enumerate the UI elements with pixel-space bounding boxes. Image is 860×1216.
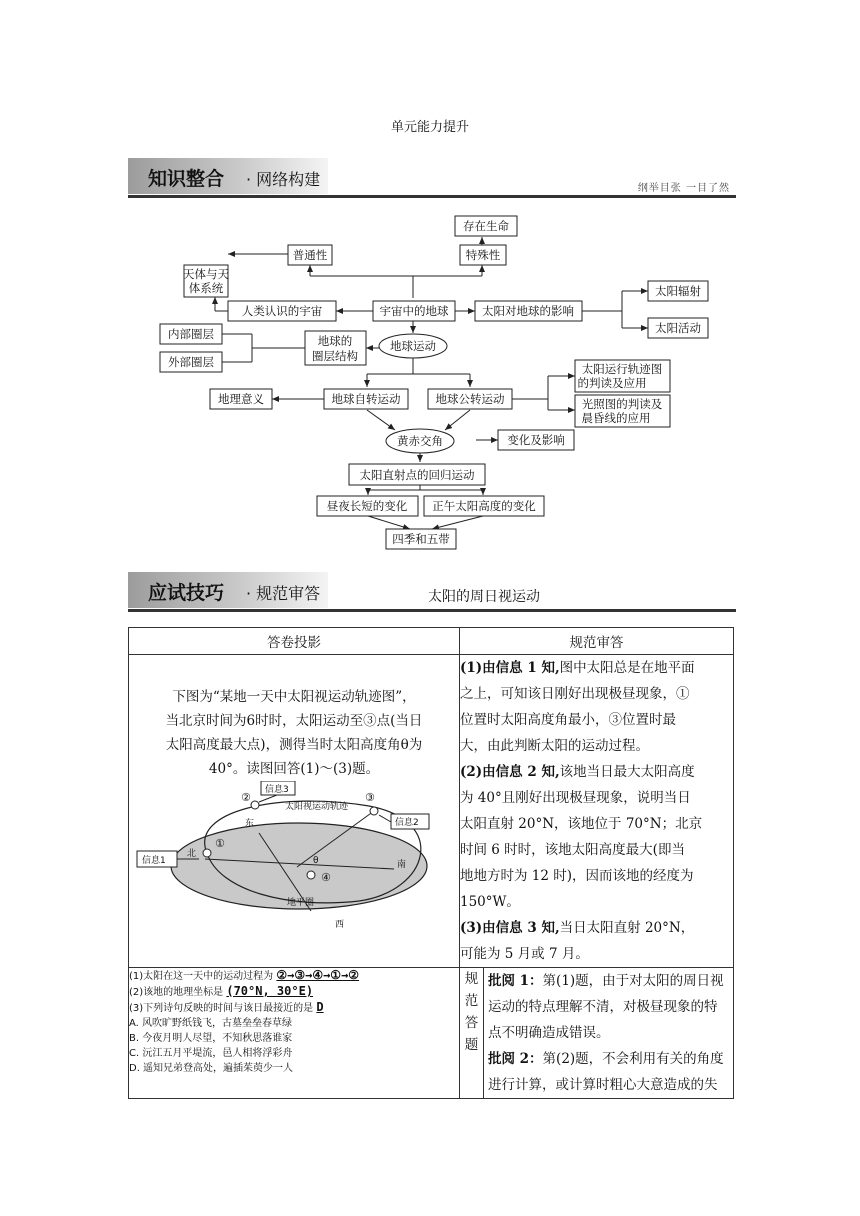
node-direct-point: 太阳直射点的回归运动 (359, 468, 475, 482)
node-sun-activity: 太阳活动 (655, 321, 701, 335)
node-rotation: 地球自转运动 (331, 392, 401, 406)
section-header-exam (128, 572, 736, 612)
horizon-label: 地平圈 (287, 898, 315, 908)
concept-map (0, 0, 860, 560)
node-seasons: 四季和五带 (392, 532, 450, 546)
node-motion: 地球运动 (390, 339, 436, 353)
sun-p3 (370, 807, 378, 815)
info3-label: 信息3 (265, 785, 289, 795)
node-track-2: 的判读及应用 (577, 376, 647, 390)
north-label: 北 (187, 849, 197, 859)
student-answer-cell: (1)太阳在这一天中的运动过程为 ②→③→④→①→② (2)该地的地理坐标是 (70°N, 30°E) (3)下列诗句反映的时间与该日最接近的是 D A. 风吹旷野纸钱飞，古墓垒垒春草绿 B. 今夜月明人尽望，不知秋思落谁家 C. 沅江五月平堤流，邑人相将浮彩舟 D. 遥知兄弟登高处，遍插茱萸少一人 (129, 968, 460, 1099)
section-topic: 太阳的周日视运动 (428, 589, 540, 605)
answer-table (128, 627, 734, 1099)
south-label: 南 (397, 860, 407, 870)
section-subtitle: · 网络构建 (246, 170, 321, 189)
node-light-1: 光照图的判读及 (581, 397, 663, 411)
node-light-2: 晨昏线的应用 (581, 411, 651, 425)
node-inner: 内部圈层 (168, 327, 214, 341)
review-cell: 批阅 1：第(1)题，由于对太阳的周日视 运动的特点理解不清，对极昼现象的特 点不明确造成错误。 批阅 2：第(2)题，不会利用有关的角度 进行计算，或计算时粗心大意造成的失 (483, 968, 733, 1099)
header-rule (128, 609, 736, 612)
sun-p1 (203, 849, 211, 857)
node-revolution: 地球公转运动 (435, 392, 505, 406)
info1-label: 信息1 (142, 856, 166, 866)
p4-label: ④ (321, 871, 331, 884)
analysis-cell: (1)由信息 1 知,图中太阳总是在地平面 之上，可知该日刚好出现极昼现象，① 位置时太阳高度角最小，③位置时最 大，由此判断太阳的运动过程。 (2)由信息 2 知,该地当日最大太阳高度 为 40°且刚好出现极昼现象，说明当日 太阳直射 20°N，该地位于 70°N；北京 时间 6 时时，该地太阳高度最大(即当 地地方时为 12 时)，因而该地的经度为 150°W。 (3)由信息 3 知,当日太阳直射 20°N， 可能为 5 月或 7 月。 (460, 655, 734, 968)
p2-label: ② (241, 791, 251, 804)
node-ordinary: 普通性 (292, 248, 328, 262)
info2-pointer (379, 815, 391, 822)
question-cell (129, 655, 460, 968)
node-earth-in-universe: 宇宙中的地球 (379, 304, 449, 318)
node-noon-height: 正午太阳高度的变化 (432, 499, 536, 513)
node-outer: 外部圈层 (168, 355, 214, 369)
theta-label: θ (313, 856, 319, 866)
section-tag: 纲举目张 一目了然 (637, 183, 730, 194)
node-structure-1: 地球的 (317, 334, 353, 348)
node-geo-meaning: 地理意义 (218, 392, 264, 406)
node-celestial-1: 天体与天 (183, 267, 229, 281)
vertical-label: 规 范 答 题 (460, 968, 484, 1099)
col-header-projection: 答卷投影 (129, 628, 460, 655)
sun-path-diagram (129, 781, 459, 961)
node-special: 特殊性 (465, 248, 501, 262)
node-sun-influence: 太阳对地球的影响 (482, 304, 574, 318)
node-day-length: 昼夜长短的变化 (326, 499, 408, 513)
info2-label: 信息2 (395, 818, 419, 828)
question-text: 下图为“某地一天中太阳视运动轨迹图”， 当北京时间为6时时，太阳运动至③点(当日 太阳高度最大点)，测得当时太阳高度角θ为 40°。读图回答(1)～(3)题。 (165, 689, 423, 777)
node-celestial-2: 体系统 (188, 281, 224, 295)
node-change: 变化及影响 (507, 433, 565, 447)
west-label: 西 (335, 920, 345, 930)
node-life: 存在生命 (463, 219, 509, 233)
track-label: 太阳视运动轨迹 (285, 802, 349, 812)
node-sun-radiation: 太阳辐射 (655, 284, 701, 298)
node-track-1: 太阳运行轨迹图 (581, 362, 663, 376)
section-subtitle: · 规范审答 (246, 584, 321, 603)
node-universe-known: 人类认识的宇宙 (241, 304, 323, 318)
p3-label: ③ (365, 791, 375, 804)
p1-label: ① (215, 837, 225, 850)
node-structure-2: 圈层结构 (312, 349, 358, 363)
section-title: 知识整合 (148, 168, 225, 190)
col-header-review: 规范审答 (460, 628, 734, 655)
page-title: 单元能力提升 (390, 120, 469, 135)
section-title: 应试技巧 (148, 582, 225, 604)
east-label: 东 (245, 819, 255, 829)
node-obliquity: 黄赤交角 (397, 434, 443, 448)
info3-pointer (259, 795, 277, 802)
sun-p2 (251, 801, 259, 809)
sun-p4 (307, 871, 315, 879)
